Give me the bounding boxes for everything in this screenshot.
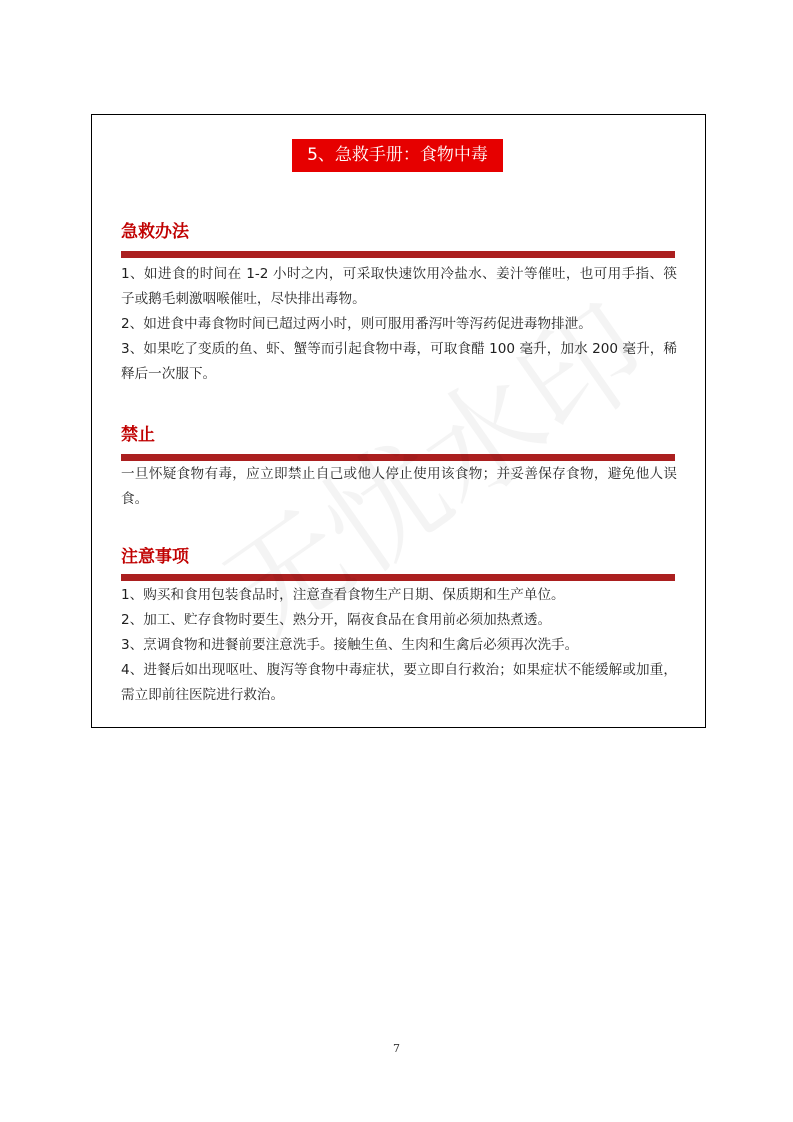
paragraph: 一旦怀疑食物有毒，应立即禁止自己或他人停止使用该食物；并妥善保存食物，避免他人误食。 [121,466,677,507]
paragraph: 2、加工、贮存食物时要生、熟分开，隔夜食品在食用前必须加热煮透。 [121,612,552,628]
section-body-precautions [121,583,677,708]
section-divider-precautions [121,574,675,581]
paragraph: 4、进餐后如出现呕吐、腹泻等食物中毒症状，要立即自行救治；如果症状不能缓解或加重，需立即前往医院进行救治。 [121,662,677,703]
section-heading-precautions: 注意事项 [121,547,189,567]
paragraph: 1、如进食的时间在 1-2 小时之内，可采取快速饮用冷盐水、姜汁等催吐，也可用手指、筷子或鹅毛刺激咽喉催吐，尽快排出毒物。 [121,266,677,307]
paragraph: 3、烹调食物和进餐前要注意洗手。接触生鱼、生肉和生禽后必须再次洗手。 [121,637,579,653]
section-divider-first-aid [121,251,675,258]
paragraph: 1、购买和食用包装食品时，注意查看食物生产日期、保质期和生产单位。 [121,587,565,603]
content-frame [91,114,706,728]
paragraph: 2、如进食中毒食物时间已超过两小时，则可服用番泻叶等泻药促进毒物排泄。 [121,316,592,332]
page-title: 5、急救手册：食物中毒 [292,139,503,172]
section-body-first-aid [121,262,677,387]
section-divider-prohibited [121,454,675,461]
paragraph: 3、如果吃了变质的鱼、虾、蟹等而引起食物中毒，可取食醋 100 毫升，加水 200 毫升，稀释后一次服下。 [121,341,677,382]
section-heading-prohibited: 禁止 [121,425,155,445]
section-body-prohibited [121,462,677,512]
section-heading-first-aid: 急救办法 [121,222,189,242]
page-number: 7 [393,1042,400,1055]
